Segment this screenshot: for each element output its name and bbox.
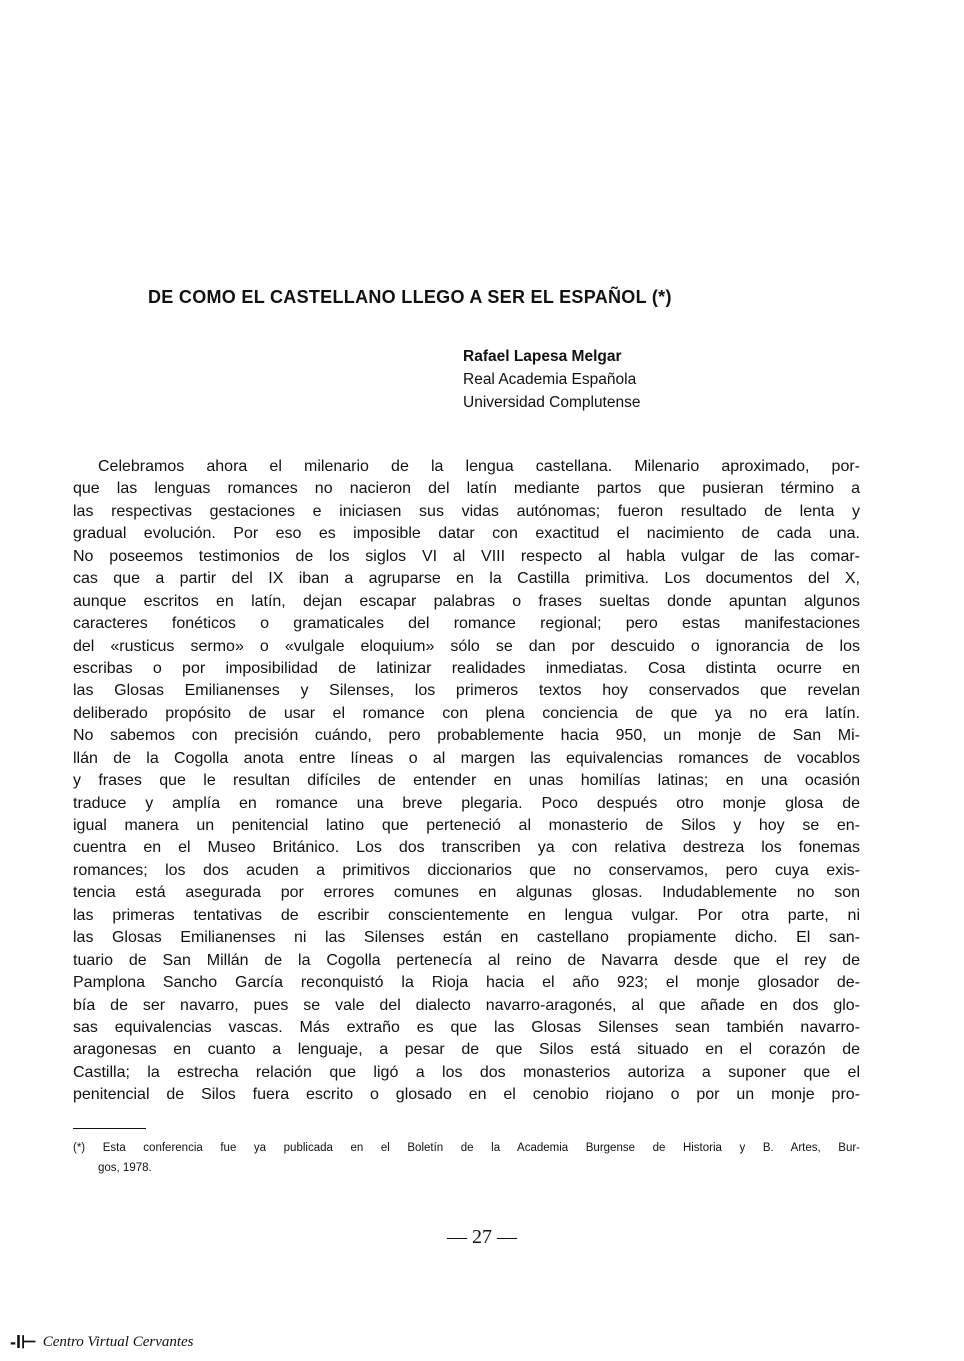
body-text	[73, 456, 860, 1107]
author-name: Rafael Lapesa Melgar	[463, 348, 622, 365]
body-line: las Glosas Emilianenses y Silenses, los primeros textos hoy conservados que revelan	[73, 682, 860, 700]
body-line: tuario de San Millán de la Cogolla pertenecía al reino de Navarra desde que el rey de	[73, 951, 860, 969]
body-line: Castilla; la estrecha relación que ligó a los dos monasterios autoriza a suponer que el	[73, 1063, 860, 1081]
cvc-logo-icon: -I⊢	[10, 1332, 37, 1352]
body-line: aunque escritos en latín, dejan escapar palabras o frases sueltas donde apuntan algunos	[73, 592, 860, 610]
body-line: No poseemos testimonios de los siglos VI al VIII respecto al habla vulgar de las comar-	[73, 547, 860, 565]
body-line: escribas o por imposibilidad de latinizar realidades inmediatas. Cosa distinta ocurre en	[73, 659, 860, 677]
body-line: tencia está asegurada por errores comunes en algunas glosas. Indudablemente no son	[73, 884, 860, 902]
body-line: No sabemos con precisión cuándo, pero probablemente hacia 950, un monje de San Mi-	[73, 727, 860, 745]
body-line: penitencial de Silos fuera escrito o glosado en el cenobio riojano o por un monje pro-	[73, 1086, 860, 1104]
footnote-line: (*) Esta conferencia fue ya publicada en el Boletín de la Academia Burgense de Historia y B. Artes, Bur-	[73, 1142, 860, 1154]
body-line: deliberado propósito de usar el romance con plena conciencia de que ya no era latín.	[73, 704, 860, 722]
footnote-divider	[73, 1128, 146, 1129]
article-title: DE COMO EL CASTELLANO LLEGO A SER EL ESPAÑOL (*)	[148, 287, 672, 307]
body-line: que las lenguas romances no nacieron del latín mediante partos que pusieran término a	[73, 480, 860, 498]
body-line: las Glosas Emilianenses ni las Silenses están en castellano propiamente dicho. El san-	[73, 929, 860, 947]
body-line: Celebramos ahora el milenario de la lengua castellana. Milenario aproximado, por-	[98, 458, 860, 475]
author-affiliation: Real Academia Española	[463, 371, 637, 388]
cvc-logo	[10, 1332, 194, 1353]
body-line: las respectivas gestaciones e iniciasen sus vidas autónomas; fueron resultado de lenta y	[73, 502, 860, 520]
body-line: cas que a partir del IX iban a agruparse en la Castilla primitiva. Los documentos del X,	[73, 570, 860, 588]
footnote-line: gos, 1978.	[98, 1162, 152, 1174]
body-line: llán de la Cogolla anota entre líneas o al margen las equivalencias romances de vocablos	[73, 749, 860, 767]
cvc-logo-text: Centro Virtual Cervantes	[42, 1334, 194, 1350]
page-number: — 27 —	[447, 1226, 517, 1248]
author-affiliation: Universidad Complutense	[463, 394, 641, 411]
body-line: las primeras tentativas de escribir conscientemente en lengua vulgar. Por otra parte, ni	[73, 906, 860, 924]
body-line: caracteres fonéticos o gramaticales del romance regional; pero estas manifestaciones	[73, 615, 860, 633]
body-line: sas equivalencias vascas. Más extraño es que las Glosas Silenses sean también navarro-	[73, 1018, 860, 1036]
body-line: gradual evolución. Por eso es imposible datar con exactitud el nacimiento de cada una.	[73, 525, 860, 543]
body-line: y frases que le resultan difíciles de entender en unas homilías latinas; en una ocasión	[73, 772, 860, 790]
body-line: Pamplona Sancho García reconquistó la Rioja hacia el año 923; el monje glosador de-	[73, 974, 860, 992]
author-block	[463, 345, 640, 414]
body-line: traduce y amplía en romance una breve plegaria. Poco después otro monje glosa de	[73, 794, 860, 812]
footnote	[73, 1138, 860, 1178]
body-line: aragonesas en cuanto a lenguaje, a pesar de que Silos está situado en el corazón de	[73, 1041, 860, 1059]
body-line: del «rusticus sermo» o «vulgale eloquium» sólo se dan por descuido o ignorancia de los	[73, 637, 860, 655]
body-line: romances; los dos acuden a primitivos diccionarios que no conservamos, pero cuya exis-	[73, 861, 860, 879]
body-line: igual manera un penitencial latino que perteneció al monasterio de Silos y hoy se en-	[73, 817, 860, 834]
body-line: cuentra en el Museo Británico. Los dos transcriben ya con relativa destreza los fonemas	[73, 839, 860, 857]
body-line: bía de ser navarro, pues se vale del dialecto navarro-aragonés, al que añade en dos glo-	[73, 996, 860, 1014]
